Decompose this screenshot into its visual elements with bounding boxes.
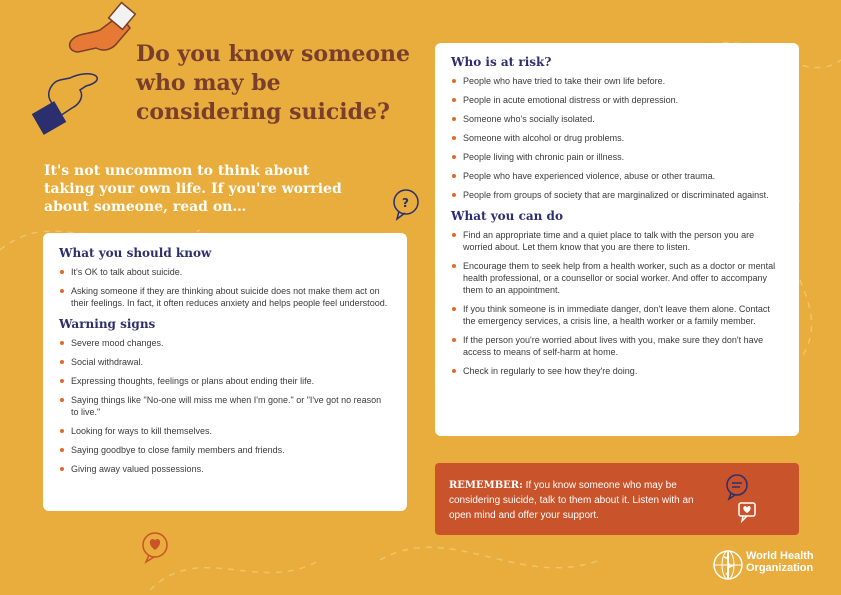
list-item: People who have tried to take their own life before. [451,75,783,87]
list-item: Someone with alcohol or drug problems. [451,132,783,144]
bullet-dot [60,448,64,452]
do-list [451,229,783,377]
list-item: Expressing thoughts, feelings or plans about ending their life. [59,375,391,387]
bullet-dot [60,289,64,293]
svg-text:?: ? [402,196,409,210]
list-item: It's OK to talk about suicide. [59,266,391,278]
list-item: Giving away valued possessions. [59,463,391,475]
bullet-dot [452,79,456,83]
org-name-line1: World Health [746,550,814,562]
chat-bubbles-icon [723,473,757,525]
list-item: Looking for ways to kill themselves. [59,425,391,437]
signs-list [59,337,391,475]
bullet-dot [452,264,456,268]
remember-callout [435,463,799,535]
list-item: Someone who's socially isolated. [451,113,783,125]
bullet-dot [452,233,456,237]
section-heading-who-is-at-risk: Who is at risk? [451,55,552,69]
bullet-dot [452,136,456,140]
list-item: If the person you're worried about lives with you, make sure they don't have access to means of self-harm at home. [451,334,783,358]
risk-list [451,75,783,201]
bullet-dot [452,174,456,178]
list-item: Check in regularly to see how they're doing. [451,365,783,377]
bullet-dot [60,270,64,274]
list-item: People who have experienced violence, abuse or other trauma. [451,170,783,182]
bullet-dot [452,98,456,102]
who-logo-text [746,550,836,574]
section-heading-what-you-should-know: What you should know [59,246,212,260]
list-item: Find an appropriate time and a quiet place to talk with the person you are worried about. Let them know that you are there to listen. [451,229,783,253]
section-heading-what-you-can-do: What you can do [451,209,563,223]
section-heading-warning-signs: Warning signs [59,317,156,331]
heart-bubble-icon [143,533,167,562]
bullet-dot [60,398,64,402]
page-title: Do you know someone who may be considering suicide? [136,41,411,125]
intro-text: It's not uncommon to think about taking your own life. If you're worried about someone, read on… [44,163,342,215]
list-item: People living with chronic pain or illness. [451,151,783,163]
list-item: Saying goodbye to close family members and friends. [59,444,391,456]
left-info-card [43,233,407,511]
org-name-line2: Organization [746,562,814,574]
list-item: Encourage them to seek help from a health worker, such as a doctor or mental health professional, or a counsellor or social worker. And offer to accompany them to an appointment. [451,260,783,296]
bullet-dot [452,369,456,373]
bullet-dot [452,117,456,121]
reaching-hand-bottom-icon [32,74,98,135]
bullet-dot [60,467,64,471]
reaching-hand-top-icon [70,3,136,52]
list-item: People in acute emotional distress or with depression. [451,94,783,106]
bullet-dot [60,360,64,364]
bullet-dot [60,379,64,383]
bullet-dot [452,338,456,342]
bullet-dot [452,307,456,311]
know-list [59,266,391,309]
question-bubble-icon [394,190,418,219]
remember-label: REMEMBER: [449,480,523,491]
list-item: Social withdrawal. [59,356,391,368]
bullet-dot [60,429,64,433]
list-item: Saying things like "No-one will miss me when I'm gone." or "I've got no reason to live." [59,394,391,418]
remember-text: If you know someone who may be considering suicide, talk to them about it. Listen with an open mind and offer your support. [449,480,694,521]
bullet-dot [452,193,456,197]
bullet-dot [60,341,64,345]
list-item: Severe mood changes. [59,337,391,349]
bullet-dot [452,155,456,159]
list-item: People from groups of society that are marginalized or discriminated against. [451,189,783,201]
right-info-card [435,43,799,436]
list-item: Asking someone if they are thinking about suicide does not make them act on their feelings. In fact, it often reduces anxiety and helps people feel understood. [59,285,391,309]
list-item: If you think someone is in immediate danger, don't leave them alone. Contact the emergency services, a crisis line, a health worker or a family member. [451,303,783,327]
